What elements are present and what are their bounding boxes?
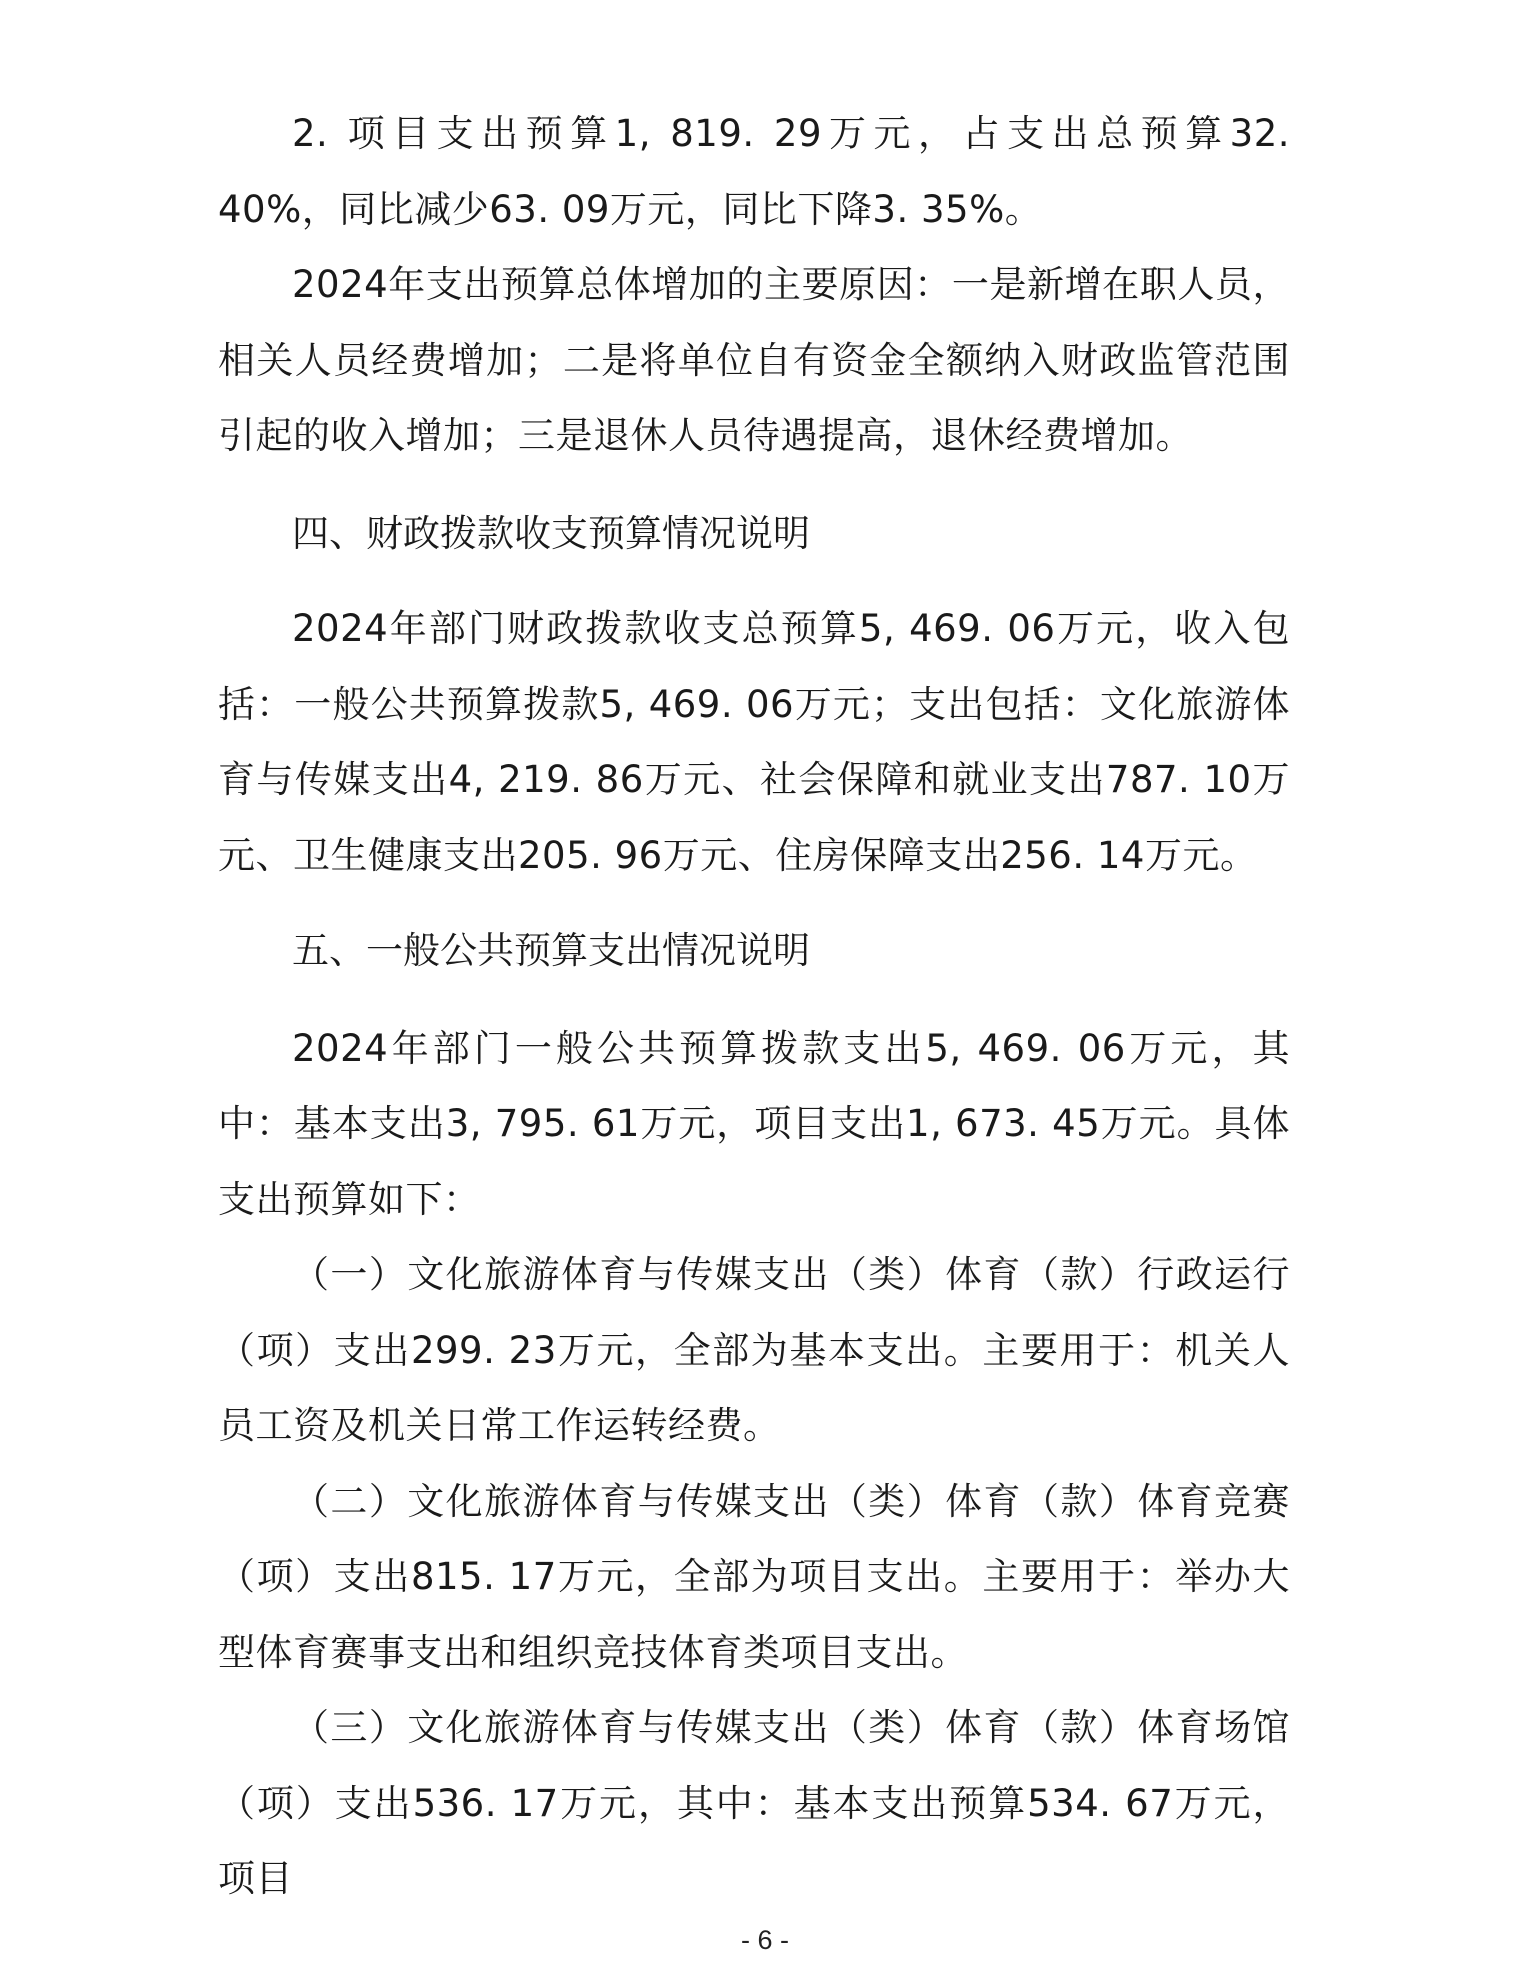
paragraph-item-2: （二）文化旅游体育与传媒支出（类）体育（款）体育竞赛（项）支出815. 17万元，全部为项目支出。主要用于：举办大型体育赛事支出和组织竞技体育类项目支出。 xyxy=(218,1479,1290,1674)
paragraph-item-1: （一）文化旅游体育与传媒支出（类）体育（款）行政运行（项）支出299. 23万元，全部为基本支出。主要用于：机关人员工资及机关日常工作运转经费。 xyxy=(218,1253,1290,1447)
page-number: - 6 - xyxy=(740,1925,789,1955)
section-heading-5: 五、一般公共预算支出情况说明 xyxy=(292,929,810,972)
paragraph-fiscal-appropriation: 2024年部门财政拨款收支总预算5, 469. 06万元，收入包括：一般公共预算拨款5, 469. 06万元；支出包括：文化旅游体育与传媒支出4, 219. 86万元、社会保障和就业支出787. 10万元、卫生健康支出205. 96万元、住房保障支出256. 14万元。 xyxy=(218,607,1290,877)
paragraph-item-3: （三）文化旅游体育与传媒支出（类）体育（款）体育场馆（项）支出536. 17万元，其中：基本支出预算534. 67万元，项目 xyxy=(218,1706,1290,1900)
document-body xyxy=(218,96,1290,1917)
paragraph-project-expenditure: 2. 项目支出预算1, 819. 29万元，占支出总预算32. 40%，同比减少63. 09万元，同比下降3. 35%。 xyxy=(218,112,1290,231)
section-heading-4: 四、财政拨款收支预算情况说明 xyxy=(292,511,810,555)
paragraph-increase-reasons: 2024年支出预算总体增加的主要原因：一是新增在职人员，相关人员经费增加；二是将单位自有资金全额纳入财政监管范围引起的收入增加；三是退休人员待遇提高，退休经费增加。 xyxy=(218,263,1290,457)
paragraph-general-budget: 2024年部门一般公共预算拨款支出5, 469. 06万元，其中：基本支出3, 795. 61万元，项目支出1, 673. 45万元。具体支出预算如下： xyxy=(218,1026,1290,1221)
